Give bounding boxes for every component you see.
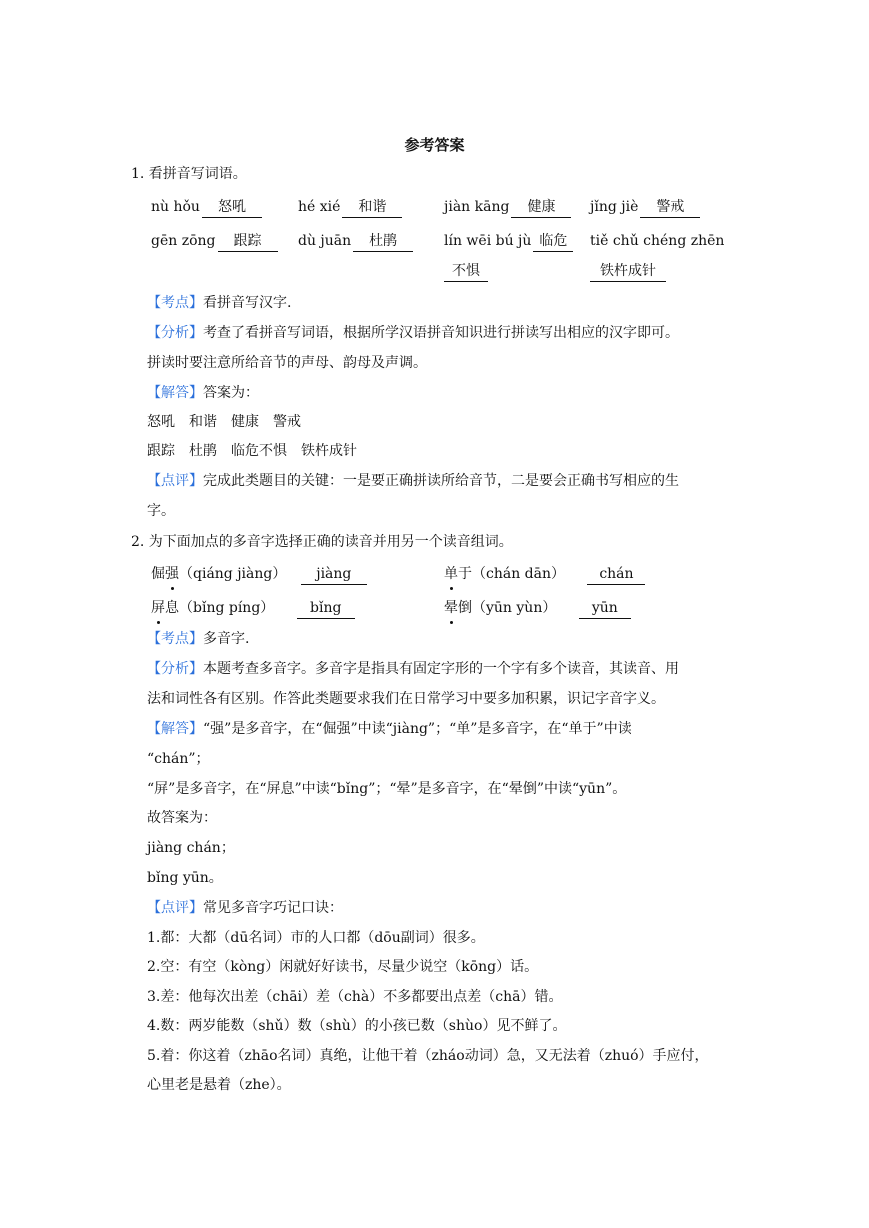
- word-char: 息: [165, 600, 179, 616]
- q2-fenxi-cont: 法和词性各有区别。作答此类题要求我们在日常学习中要多加积累，识记字音字义。: [147, 691, 665, 707]
- tag-label: 【考点】: [147, 631, 203, 647]
- q1-fenxi: [147, 321, 679, 345]
- tag-label: 【点评】: [147, 900, 203, 916]
- answer-blank: 怒吼: [202, 197, 262, 218]
- word-char: 倔: [151, 566, 165, 582]
- dotted-char: 晕: [444, 596, 458, 620]
- dotted-char: 强: [165, 562, 179, 586]
- answer-blank: yūn: [579, 598, 631, 619]
- pinyin-options: （bǐng píng）: [179, 600, 275, 616]
- q2-item: [151, 562, 367, 586]
- answer-blank: 和谐: [342, 197, 402, 218]
- pinyin: lín wēi bú jù: [444, 233, 532, 249]
- tag-label: 【分析】: [147, 325, 203, 341]
- pinyin: jiàn kāng: [444, 199, 510, 215]
- pinyin-options: （qiáng jiàng）: [179, 566, 287, 582]
- q2-kaodian: [147, 627, 249, 651]
- tag-label: 【点评】: [147, 473, 203, 489]
- answer-blank: 杜鹃: [353, 231, 413, 252]
- q1-item: [444, 229, 573, 253]
- q2-jieda-cont: jiàng chán；: [147, 840, 235, 856]
- pinyin: jǐng jiè: [590, 199, 639, 215]
- dianping-text: 完成此类题目的关键：一是要正确拼读所给音节，二是要会正确书写相应的生: [203, 473, 679, 489]
- q1-item: [151, 229, 278, 253]
- q2-dianping: [147, 896, 343, 920]
- kaodian-text: 多音字.: [203, 631, 250, 647]
- q1-dianping: [147, 469, 679, 493]
- q2-tip: 3.差：他每次出差（chāi）差（chà）不多都要出点差（chā）错。: [147, 989, 563, 1005]
- q1-item: [444, 195, 571, 219]
- dianping-text: 常见多音字巧记口诀：: [203, 900, 343, 916]
- answer-blank: bǐng: [297, 598, 355, 619]
- q2-jieda-cont: bǐng yūn。: [147, 870, 223, 886]
- fenxi-text: 考查了看拼音写词语，根据所学汉语拼音知识进行拼读写出相应的汉字即可。: [203, 325, 679, 341]
- dotted-char: 单: [444, 562, 458, 586]
- pinyin: tiě chǔ chéng zhēn: [590, 233, 725, 249]
- q1-item-continued: [590, 259, 666, 283]
- pinyin: hé xié: [298, 199, 341, 215]
- answer-blank: 跟踪: [218, 231, 278, 252]
- pinyin-options: （chán dān）: [472, 566, 565, 582]
- q1-item: [590, 195, 700, 219]
- q1-jieda: [147, 381, 259, 405]
- q2-item: [151, 596, 355, 620]
- tag-label: 【分析】: [147, 661, 203, 677]
- q1-item: [151, 195, 262, 219]
- answer-blank: 临危: [533, 231, 573, 252]
- dotted-char: 屏: [151, 596, 165, 620]
- q2-tip: 4.数：两岁能数（shǔ）数（shù）的小孩已数（shùo）见不鲜了。: [147, 1018, 567, 1034]
- answer-blank: 警戒: [640, 197, 700, 218]
- kaodian-text: 看拼音写汉字.: [203, 295, 292, 311]
- q2-tip: 2.空：有空（kòng）闲就好好读书，尽量少说空（kōng）话。: [147, 959, 539, 975]
- pinyin-options: （yūn yùn）: [472, 600, 557, 616]
- jieda-text: 答案为：: [203, 385, 259, 401]
- q2-tip-cont: 心里老是悬着（zhe）。: [147, 1077, 291, 1093]
- q1-answer-line: 跟踪 杜鹃 临危不惧 铁杵成针: [147, 443, 357, 459]
- q2-jieda-cont: 故答案为：: [147, 810, 217, 826]
- q2-item: [444, 596, 631, 620]
- fenxi-text: 本题考查多音字。多音字是指具有固定字形的一个字有多个读音，其读音、用: [203, 661, 679, 677]
- q2-tip: 5.着：你这着（zhāo名词）真绝，让他干着（zháo动词）急，又无法着（zhuó）手应付，: [147, 1048, 709, 1064]
- answer-blank: 健康: [511, 197, 571, 218]
- pinyin: nù hǒu: [151, 199, 200, 215]
- q1-kaodian: [147, 291, 291, 315]
- q2-fenxi: [147, 657, 679, 681]
- q1-item: [298, 229, 413, 253]
- pinyin: gēn zōng: [151, 233, 216, 249]
- answer-blank: chán: [587, 564, 645, 585]
- q1-item: [590, 229, 724, 253]
- answer-blank: jiàng: [301, 564, 367, 585]
- word-char: 倒: [458, 600, 472, 616]
- q1-answer-line: 怒吼 和谐 健康 警戒: [147, 414, 301, 430]
- q2-tip: 1.都：大都（dū名词）市的人口都（dōu副词）很多。: [147, 930, 485, 946]
- q1-dianping-cont: 字。: [147, 503, 175, 519]
- q1-item-continued: [444, 259, 488, 283]
- page-title: 参考答案: [404, 136, 465, 154]
- answer-blank: 不惧: [444, 261, 488, 282]
- q2-jieda-cont: “chán”；: [147, 751, 210, 767]
- q1-heading: 1. 看拼音写词语。: [131, 166, 247, 182]
- word-char: 于: [458, 566, 472, 582]
- jieda-text: “强”是多音字，在“倔强”中读“jiàng”；“单”是多音字，在“单于”中读: [203, 721, 632, 737]
- pinyin: dù juān: [298, 233, 352, 249]
- q1-item: [298, 195, 402, 219]
- q2-jieda: [147, 717, 632, 741]
- q1-fenxi-cont: 拼读时要注意所给音节的声母、韵母及声调。: [147, 355, 427, 371]
- tag-label: 【考点】: [147, 295, 203, 311]
- q2-heading: 2. 为下面加点的多音字选择正确的读音并用另一个读音组词。: [131, 534, 513, 550]
- tag-label: 【解答】: [147, 385, 203, 401]
- tag-label: 【解答】: [147, 721, 203, 737]
- q2-item: [444, 562, 645, 586]
- answer-blank: 铁杵成针: [590, 261, 666, 282]
- q2-jieda-cont: “屏”是多音字，在“屏息”中读“bǐng”；“晕”是多音字，在“晕倒”中读“yūn”。: [147, 781, 627, 797]
